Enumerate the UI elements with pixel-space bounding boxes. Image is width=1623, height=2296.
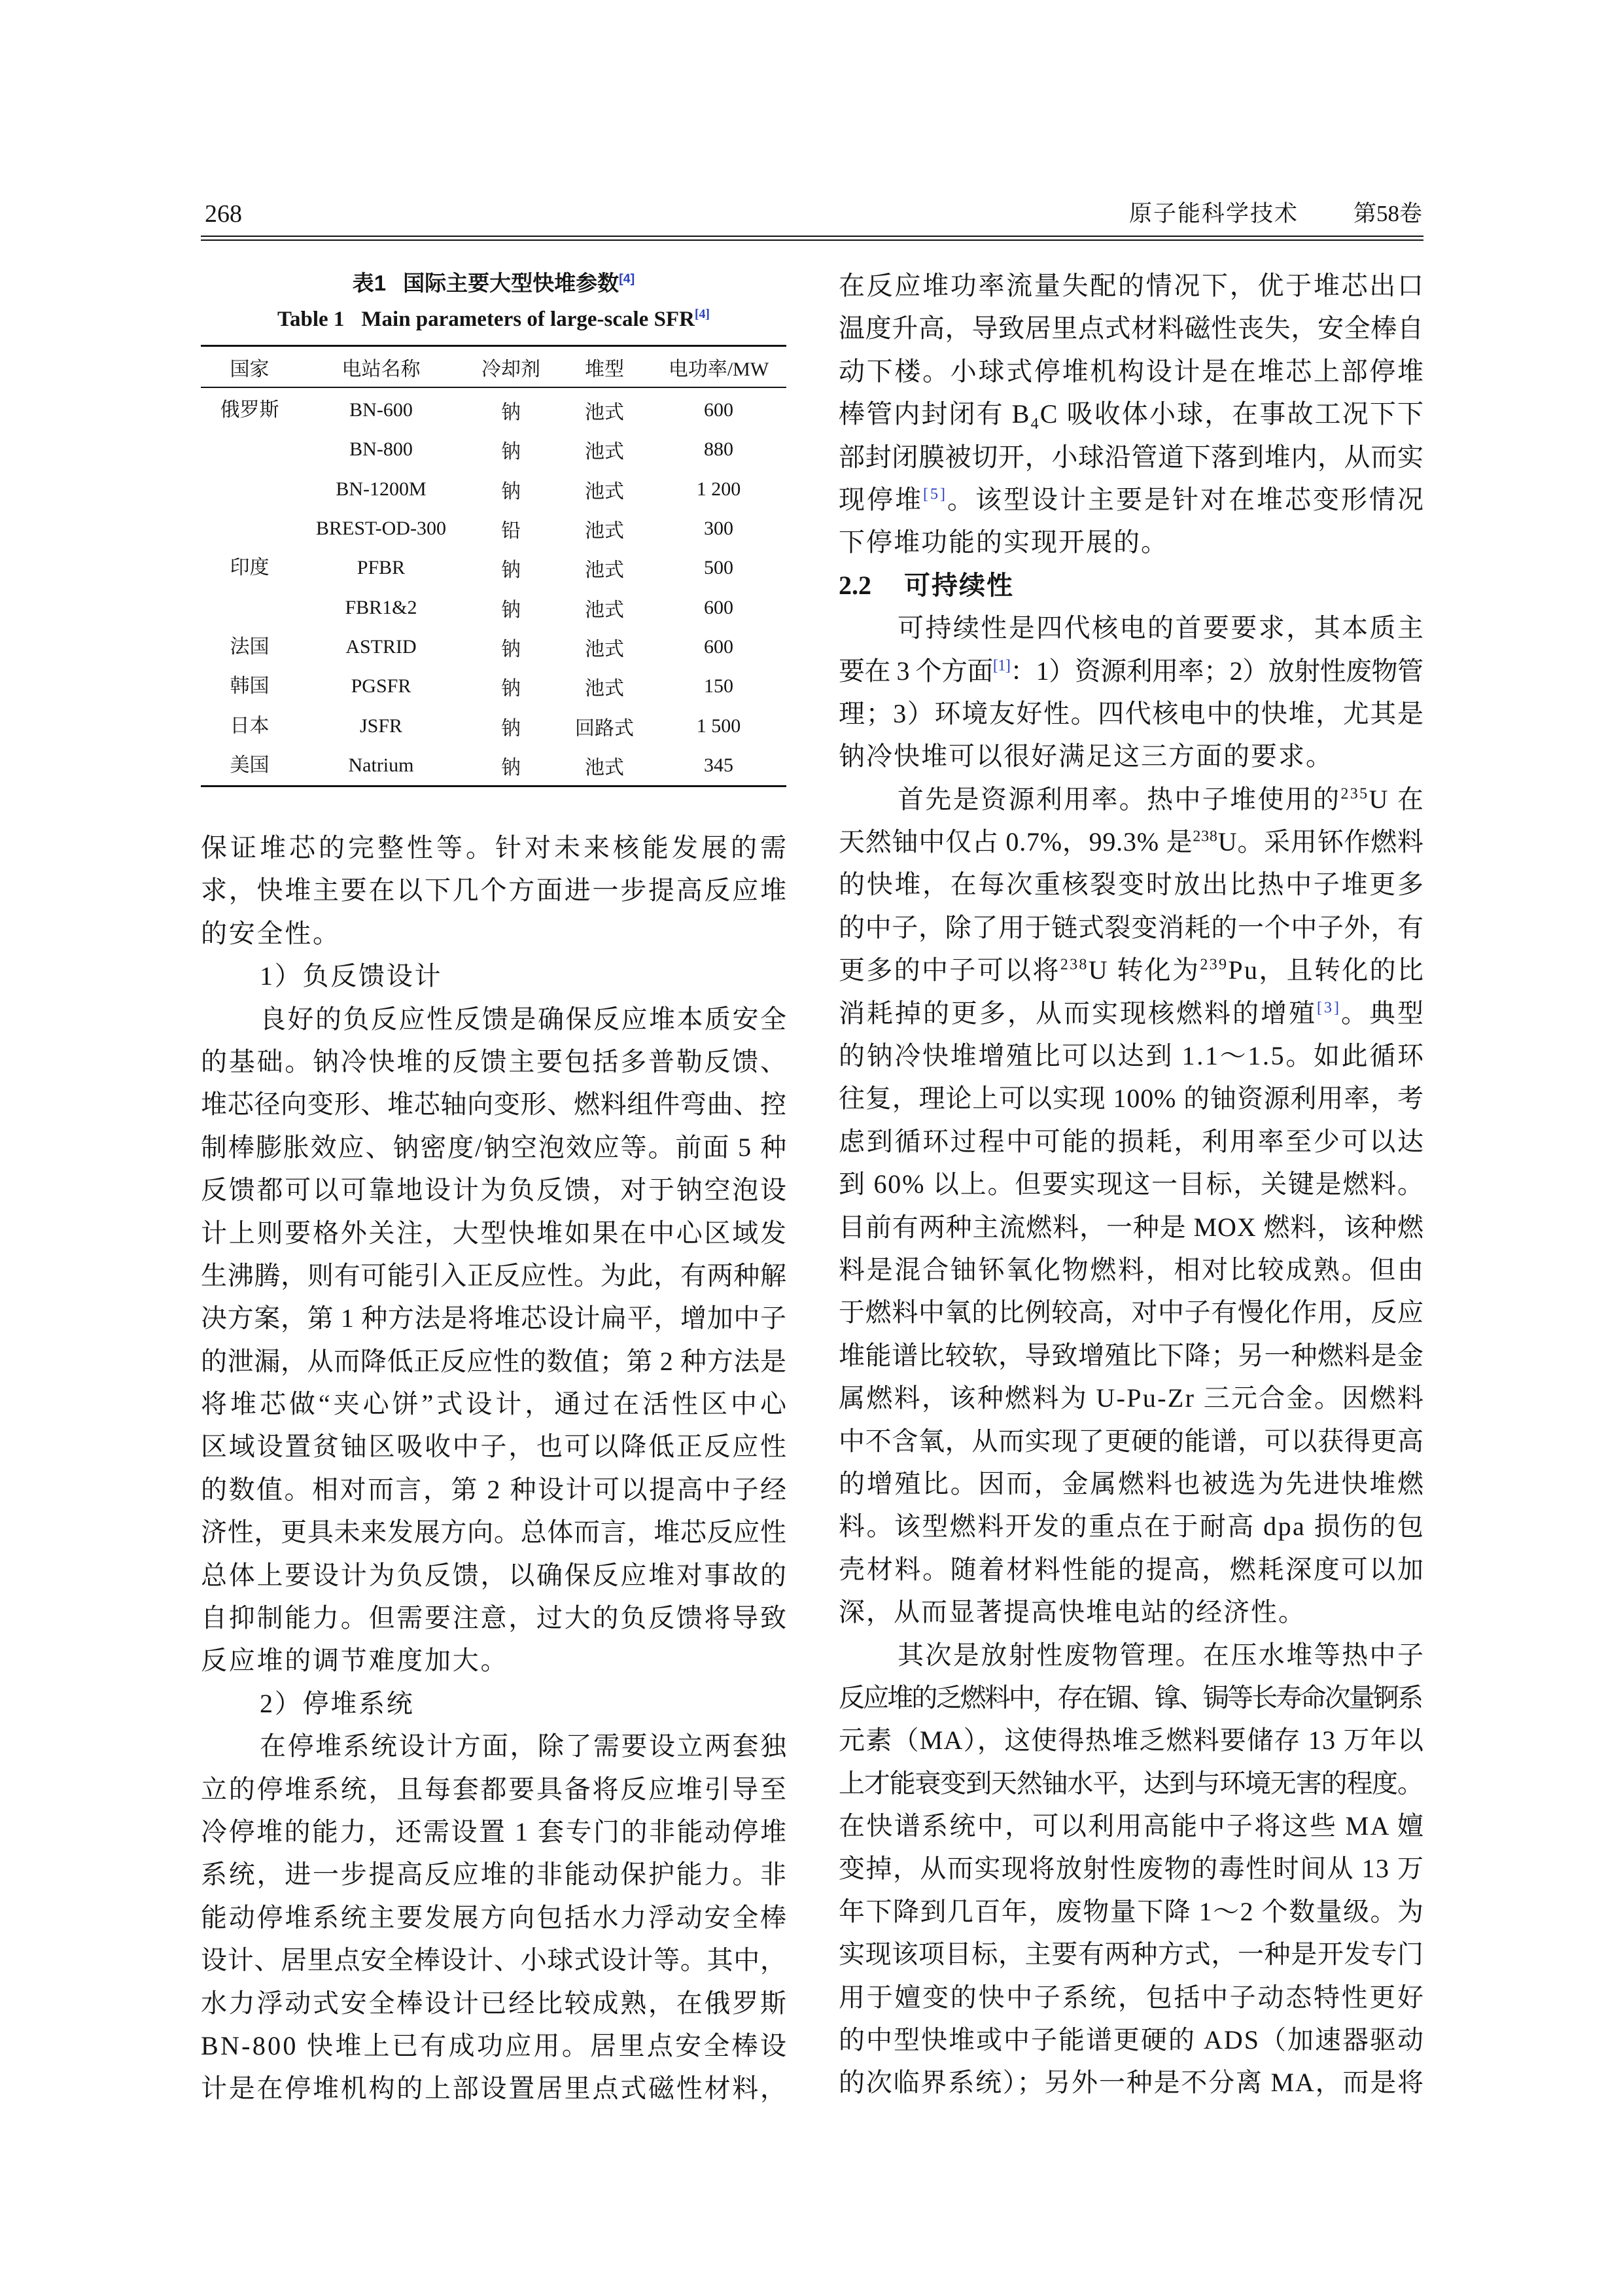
table-cell-reactor-type: 池式	[585, 559, 624, 582]
citation-link[interactable]: [5]	[923, 486, 948, 503]
text-line: 反应堆的调节难度加大。	[201, 1646, 509, 1676]
table-header-rule	[201, 387, 786, 388]
table-cell-coolant: 钠	[501, 402, 521, 424]
citation-link[interactable]: [3]	[1317, 999, 1342, 1017]
text-line: 反馈都可以可靠地设计为负反馈，对于钠空泡设	[201, 1175, 788, 1205]
table-cell-plant: ASTRID	[345, 635, 417, 658]
table-cell-coolant: 钠	[501, 441, 521, 463]
table-header-cell: 国家	[230, 358, 270, 380]
subsection-heading: 2）停堆系统	[260, 1688, 415, 1718]
table-cell-reactor-type: 池式	[585, 678, 624, 700]
journal-name: 原子能科学技术	[1128, 201, 1299, 226]
table-caption-en	[201, 305, 786, 334]
citation-link[interactable]: [1]	[992, 657, 1011, 675]
table-cell-country: 俄罗斯	[220, 399, 279, 421]
text-line: 部封闭膜被切开，小球沿管道下落到堆内，从而实	[839, 442, 1424, 472]
text-line: 济性，更具未来发展方向。总体而言，堆芯反应性	[201, 1517, 787, 1547]
text-line: 温度升高，导致居里点式材料磁性丧失，安全棒自	[839, 313, 1424, 344]
table-header-row	[201, 347, 786, 387]
table-cell-power: 1 200	[696, 478, 741, 500]
left-column	[201, 826, 790, 2110]
text-line: 求，快堆主要在以下几个方面进一步提高反应堆	[201, 875, 788, 906]
text-line: 深，从而显著提高快堆电站的经济性。	[839, 1597, 1306, 1627]
text-line: 于燃料中氧的比例较高，对中子有慢化作用，反应	[839, 1298, 1424, 1328]
table-cell-power: 345	[704, 754, 733, 776]
table-cell-country: 法国	[230, 635, 270, 658]
table-cell-coolant: 钠	[501, 678, 521, 700]
table-cell-reactor-type: 池式	[585, 480, 624, 503]
table-cell-power: 300	[704, 518, 733, 540]
text-run: 。典型	[1341, 998, 1426, 1028]
text-line: 的快堆，在每次重核裂变时放出比热中子堆更多	[839, 870, 1425, 900]
text-line: 区域设置贫铀区吸收中子，也可以降低正反应性	[201, 1432, 788, 1462]
table-cell-reactor-type: 池式	[585, 638, 624, 660]
subscript: 4	[1030, 415, 1040, 433]
isotope-mass-number: 235	[1340, 785, 1369, 803]
text-line: 计上则要格外关注，大型快堆如果在中心区域发	[201, 1218, 788, 1248]
text-line: 到 60% 以上。但要实现这一目标，关键是燃料。	[839, 1169, 1425, 1199]
header-rule-top	[201, 236, 1423, 237]
table-bottom-rule	[201, 785, 786, 787]
text-run: 更多的中子可以将	[839, 955, 1060, 985]
text-line: 在停堆系统设计方面，除了需要设立两套独	[260, 1731, 788, 1761]
text-run: 现停堆	[839, 484, 924, 514]
table-cell-plant: BN-600	[349, 399, 413, 421]
table-cell-plant: BREST-OD-300	[316, 518, 446, 540]
text-line: 的次临界系统）；另外一种是不分离 MA，而是将	[839, 2068, 1425, 2098]
table-cell-plant: FBR1&2	[345, 596, 417, 618]
text-line: 设计、居里点安全棒设计、小球式设计等。其中，	[201, 1945, 787, 1975]
text-line: 在反应堆功率流量失配的情况下，优于堆芯出口	[839, 271, 1425, 300]
text-line: 保证堆芯的完整性等。针对未来核能发展的需	[201, 833, 790, 862]
text-line: 的数值。相对而言，第 2 种设计可以提高中子经	[201, 1474, 788, 1504]
text-line: 的中子，除了用于链式裂变消耗的一个中子外，有	[839, 912, 1424, 942]
text-line	[839, 992, 1426, 1034]
subsection-heading: 1）负反馈设计	[260, 961, 443, 991]
text-line: BN-800 快堆上已有成功应用。居里点安全棒设	[201, 2030, 789, 2060]
text-line: 生沸腾，则有可能引入正反应性。为此，有两种解	[201, 1260, 787, 1290]
table-cell-power: 600	[704, 399, 733, 421]
text-line: 属燃料，该种燃料为 U-Pu-Zr 三元合金。因燃料	[839, 1383, 1425, 1413]
table-cell-plant: JSFR	[359, 715, 403, 737]
text-line: 下停堆功能的实现开展的。	[839, 527, 1168, 557]
text-run: 天然铀中仅占 0.7%，99.3% 是	[839, 827, 1193, 857]
text-line: 变掉，从而实现将放射性废物的毒性时间从 13 万	[839, 1854, 1425, 1884]
table-row	[201, 391, 786, 430]
text-line: 堆芯径向变形、堆芯轴向变形、燃料组件弯曲、控	[201, 1089, 787, 1120]
right-column	[839, 264, 1426, 2104]
text-line: 冷停堆的能力，还需设置 1 套专门的非能动停堆	[201, 1816, 788, 1846]
text-line: 动下楼。小球式停堆机构设计是在堆芯上部停堆	[839, 356, 1425, 386]
table-cell-country: 日本	[230, 715, 270, 737]
table-cell-coolant: 钠	[501, 638, 521, 660]
text-run: U。采用钚作燃料	[1217, 827, 1424, 857]
text-line: 水力浮动式安全棒设计已经比较成熟，在俄罗斯	[201, 1988, 788, 2018]
table-cell-reactor-type: 池式	[585, 520, 624, 542]
table-cell-reactor-type: 池式	[585, 599, 624, 621]
table-cell-country: 美国	[230, 754, 270, 776]
table-row	[201, 430, 786, 469]
table-cell-power: 600	[704, 635, 733, 658]
text-line: 实现该项目标，主要有两种方式，一种是开发专门	[839, 1939, 1424, 1969]
text-line: 系统，进一步提高反应堆的非能动保护能力。非	[201, 1860, 788, 1890]
text-line: 料是混合铀钚氧化物燃料，相对比较成熟。但由	[839, 1254, 1425, 1284]
table-cell-coolant: 钠	[501, 559, 521, 582]
table-row	[201, 588, 786, 627]
text-line: 的增殖比。因而，金属燃料也被选为先进快堆燃	[839, 1468, 1425, 1498]
caption-label: 表1	[352, 271, 387, 295]
table-cell-coolant: 铅	[501, 520, 521, 542]
text-line: 年下降到几百年，废物量下降 1～2 个数量级。为	[839, 1896, 1425, 1926]
text-line	[839, 650, 1423, 692]
text-line: 目前有两种主流燃料，一种是 MOX 燃料，该种燃	[839, 1212, 1424, 1242]
text-line: 的泄漏，从而降低正反应性的数值；第 2 种方法是	[201, 1346, 787, 1376]
table-cell-plant: BN-1200M	[336, 478, 427, 500]
isotope-mass-number: 238	[1060, 956, 1089, 974]
table-row	[201, 706, 786, 745]
text-line: 反应堆的乏燃料中，存在镅、镎、锔等长寿命次量锕系	[839, 1682, 1422, 1712]
text-line: 的钠冷快堆增殖比可以达到 1.1～1.5。如此循环	[839, 1041, 1425, 1071]
text-run: U 转化为	[1088, 955, 1200, 985]
text-run: C 吸收体小球，在事故工况下下	[1039, 399, 1425, 429]
table-cell-plant: PFBR	[357, 557, 406, 579]
table-cell-reactor-type: 池式	[585, 756, 624, 779]
table-header-cell: 电站名称	[341, 358, 421, 380]
table-header-cell: 冷却剂	[481, 358, 540, 380]
caption-label: Table 1	[277, 308, 345, 331]
table-cell-power: 500	[704, 557, 733, 579]
text-run: 棒管内封闭有 B	[839, 399, 1031, 429]
text-line	[839, 393, 1423, 435]
text-line: 制棒膨胀效应、钠密度/钠空泡效应等。前面 5 种	[201, 1132, 788, 1162]
text-line: 往复，理论上可以实现 100% 的铀资源利用率，考	[839, 1084, 1424, 1114]
table-cell-coolant: 钠	[501, 480, 521, 503]
table-row	[201, 470, 786, 509]
text-line: 在快谱系统中，可以利用高能中子将这些 MA 嬗	[839, 1811, 1425, 1841]
text-run: Pu，且转化的比	[1228, 955, 1425, 985]
caption-title: 国际主要大型快堆参数	[403, 271, 620, 295]
isotope-mass-number: 239	[1200, 956, 1229, 974]
text-line: 的中型快堆或中子能谱更硬的 ADS（加速器驱动	[839, 2025, 1425, 2055]
text-line: 决方案，第 1 种方法是将堆芯设计扁平，增加中子	[201, 1303, 787, 1333]
text-line: 可持续性是四代核电的首要要求，其本质主	[898, 613, 1425, 643]
text-line: 将堆芯做“夹心饼”式设计，通过在活性区中心	[201, 1389, 790, 1419]
text-line: 总体上要设计为负反馈，以确保反应堆对事故的	[201, 1560, 788, 1590]
table-cell-power: 600	[704, 596, 733, 618]
table-row	[201, 746, 786, 785]
text-line: 理；3）环境友好性。四代核电中的快堆，尤其是	[839, 698, 1425, 728]
section-number: 2.2	[839, 570, 871, 600]
header-rule-bottom	[201, 239, 1423, 241]
volume-label: 第58卷	[1353, 201, 1422, 226]
text-line: 其次是放射性废物管理。在压水堆等热中子	[898, 1640, 1425, 1670]
text-line: 的基础。钠冷快堆的反馈主要包括多普勒反馈、	[201, 1046, 788, 1076]
table-cell-plant: PGSFR	[351, 675, 411, 698]
table-cell-plant: Natrium	[348, 754, 414, 776]
text-line: 元素（MA），这使得热堆乏燃料要储存 13 万年以	[839, 1725, 1425, 1756]
caption-title: Main parameters of large-scale SFR	[361, 308, 695, 331]
text-line: 料。该型燃料开发的重点在于耐高 dpa 损伤的包	[839, 1511, 1425, 1542]
table-row	[201, 627, 786, 667]
text-line	[839, 478, 1426, 521]
table-header-cell: 电功率/MW	[668, 358, 769, 380]
text-line: 的安全性。	[201, 918, 341, 948]
table-cell-power: 150	[704, 675, 733, 698]
table-cell-reactor-type: 池式	[585, 441, 624, 463]
table-cell-country: 印度	[230, 557, 270, 579]
text-line: 钠冷快堆可以很好满足这三方面的要求。	[839, 741, 1333, 771]
citation-link[interactable]: [4]	[694, 307, 710, 321]
text-line: 中不含氧，从而实现了更硬的能谱，可以获得更高	[839, 1426, 1424, 1456]
text-line: 虑到循环过程中可能的损耗，利用率至少可以达	[839, 1126, 1425, 1156]
table-cell-power: 880	[704, 438, 733, 461]
text-line: 立的停堆系统，且每套都要具备将反应堆引导至	[201, 1774, 788, 1804]
table-header-cell: 堆型	[585, 358, 624, 380]
table-cell-plant: BN-800	[349, 438, 413, 461]
text-run: 消耗掉的更多，从而实现核燃料的增殖	[839, 998, 1318, 1028]
text-line: 能动停堆系统主要发展方向包括水力浮动安全棒	[201, 1902, 788, 1932]
text-run: 首先是资源利用率。热中子堆使用的	[898, 784, 1341, 814]
table-row	[201, 548, 786, 588]
text-run: 要在 3 个方面	[839, 656, 993, 686]
text-line: 计是在停堆机构的上部设置居里点式磁性材料，	[201, 2074, 788, 2104]
table-cell-coolant: 钠	[501, 717, 521, 739]
text-line	[839, 949, 1423, 991]
table-cell-coolant: 钠	[501, 599, 521, 621]
table-cell-country: 韩国	[230, 675, 270, 698]
table-cell-reactor-type: 池式	[585, 402, 624, 424]
text-line	[839, 821, 1423, 863]
table-cell-coolant: 钠	[501, 756, 521, 779]
sfr-parameters-table	[201, 345, 786, 787]
isotope-mass-number: 238	[1193, 828, 1218, 845]
text-run: ：1）资源利用率；2）放射性废物管	[1010, 656, 1423, 686]
text-line: 堆能谱比较软，导致增殖比下降；另一种燃料是金	[839, 1340, 1424, 1370]
table-row	[201, 667, 786, 706]
text-line	[839, 778, 1423, 821]
table-caption-cn	[201, 268, 786, 298]
text-line: 用于嬗变的快中子系统，包括中子动态特性更好	[839, 1982, 1425, 2012]
table-cell-power: 1 500	[696, 715, 741, 737]
text-run: U 在	[1369, 784, 1425, 814]
text-line: 上才能衰变到天然铀水平，达到与环境无害的程度。	[839, 1768, 1423, 1798]
text-line: 良好的负反应性反馈是确保反应堆本质安全	[260, 1004, 788, 1034]
section-title: 可持续性	[904, 571, 1014, 600]
table-row	[201, 509, 786, 548]
table-cell-reactor-type: 回路式	[575, 717, 634, 739]
text-line: 壳材料。随着材料性能的提高，燃耗深度可以加	[839, 1554, 1425, 1584]
page-number: 268	[205, 200, 242, 228]
text-run: 。该型设计主要是针对在堆芯变形情况	[947, 484, 1426, 514]
text-line: 自抑制能力。但需要注意，过大的负反馈将导致	[201, 1603, 788, 1633]
section-heading	[839, 564, 1423, 607]
citation-link[interactable]: [4]	[619, 272, 635, 286]
running-head	[1129, 198, 1422, 230]
